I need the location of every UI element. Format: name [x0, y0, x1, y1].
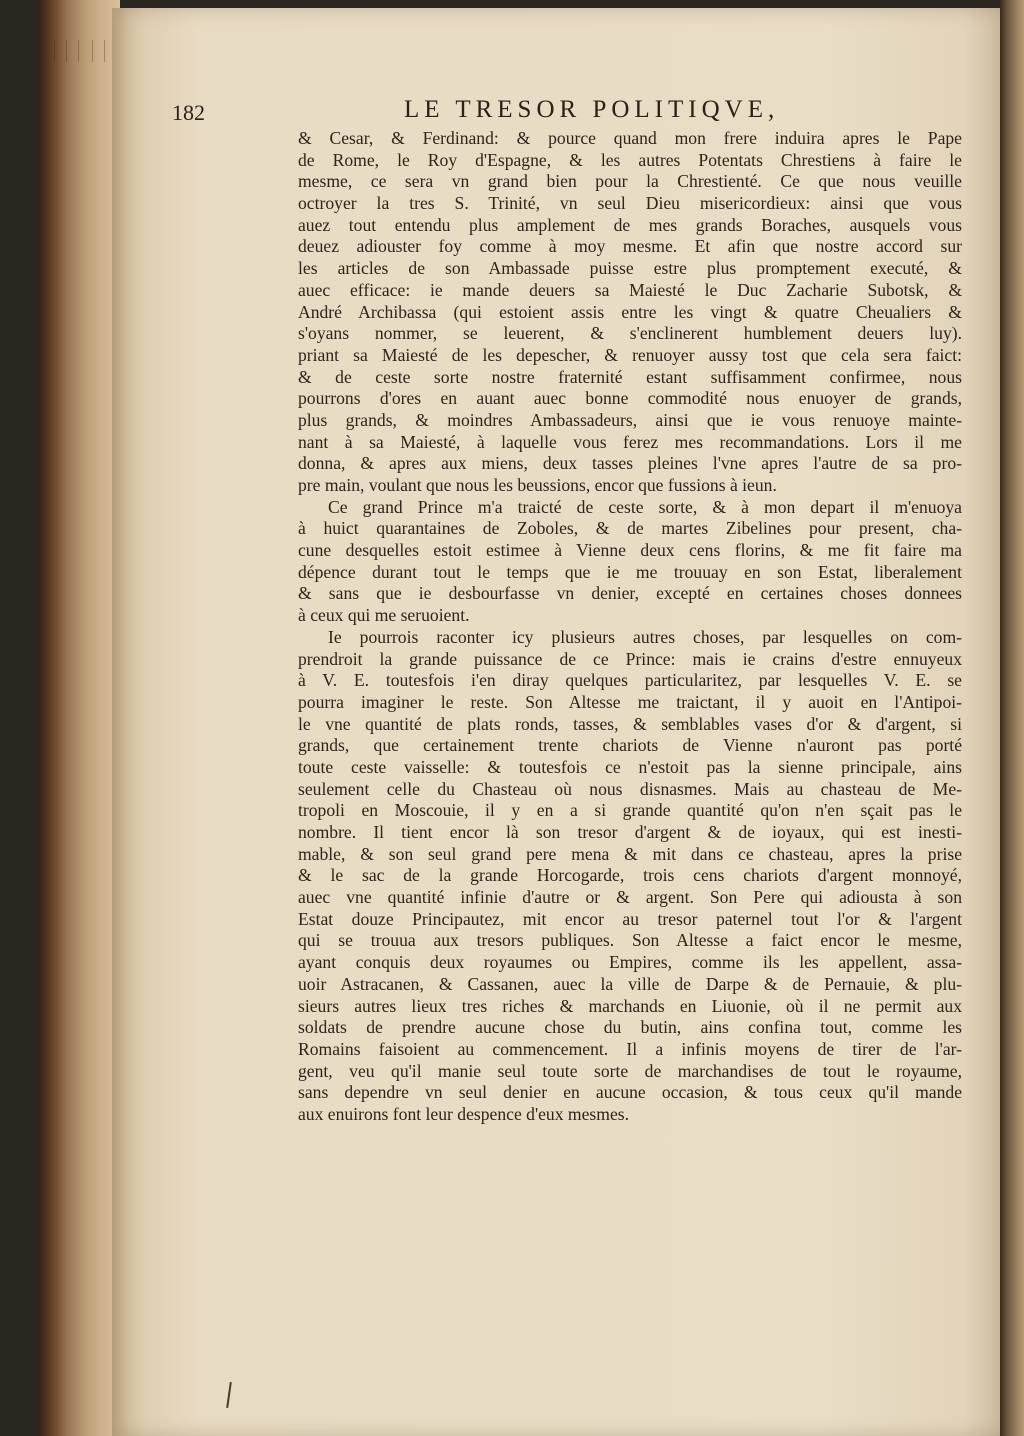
text-line: sans dependre vn seul denier en aucune occasion, & tous ceux qu'il mande: [298, 1082, 962, 1103]
page-header: [172, 96, 872, 132]
text-line: plus grands, & moindres Ambassadeurs, ainsi que ie vous renuoye mainte-: [298, 409, 962, 430]
text-line: Romains faisoient au commencement. Il a infinis moyens de tirer de l'ar-: [298, 1038, 962, 1059]
text-line: à V. E. toutesfois i'en diray quelques particularitez, par lesquelles V. E. se: [298, 670, 962, 691]
text-line: grands, que certainement trente chariots de Vienne n'auront pas porté: [298, 735, 962, 756]
text-line: auec vne quantité infinie d'autre or & argent. Son Pere qui adiousta à son: [298, 887, 962, 908]
text-line: s'oyans nommer, se leuerent, & s'enclinerent humblement deuers luy).: [298, 323, 962, 344]
text-line: & sans que ie desbourfasse vn denier, excepté en certaines choses donnees: [298, 583, 962, 604]
text-line: octroyer la tres S. Trinité, vn seul Dieu misericordieux: ainsi que vous: [298, 193, 962, 214]
text-line: cune desquelles estoit estimee à Vienne deux cens florins, & me fit faire ma: [298, 540, 962, 561]
text-line: de Rome, le Roy d'Espagne, & les autres Potentats Chrestiens à faire le: [298, 149, 962, 170]
text-line: nant à sa Maiesté, à laquelle vous ferez mes recommandations. Lors il me: [298, 431, 962, 452]
text-line: uoir Astracanen, & Cassanen, auec la ville de Darpe & de Pernauie, & plu-: [298, 973, 962, 994]
text-line: André Archibassa (qui estoient assis entre les vingt & quatre Cheualiers &: [298, 301, 962, 322]
text-line: Estat douze Principautez, mit encor au tresor paternel tout l'or & l'argent: [298, 908, 962, 929]
text-line: nombre. Il tient encor là son tresor d'argent & de ioyaux, qui est inesti-: [298, 822, 962, 842]
text-line: aux enuirons font leur despence d'eux mesmes.: [298, 1103, 629, 1124]
adjacent-page-edge: [1000, 0, 1024, 1436]
text-line: auec efficace: ie mande deuers sa Maiesté le Duc Zacharie Subotsk, &: [298, 279, 962, 300]
text-line: seulement celle du Chasteau où nous disnasmes. Mais au chasteau de Me-: [298, 778, 962, 799]
text-line: les articles de son Ambassade puisse estre plus promptement executé, &: [298, 258, 962, 279]
text-line: prendroit la grande puissance de ce Prince: mais ie crains d'estre ennuyeux: [298, 648, 962, 669]
text-line: priant sa Maiesté de les depescher, & renuoyer aussy tost que cela sera faict:: [298, 344, 962, 365]
text-line: auez tout entendu plus amplement de mes grands Boraches, ausquels vous: [298, 214, 962, 235]
text-line: gent, veu qu'il manie seul toute sorte de marchandises de tout le royaume,: [298, 1060, 962, 1081]
text-line: pourrons d'ores en auant auec bonne commodité nous enuoyer de grands,: [298, 388, 962, 409]
text-line: & le sac de la grande Horcogarde, trois cens chariots d'argent monnoyé,: [298, 865, 962, 886]
text-line: dépence durant tout le temps que ie me trouuay en son Estat, liberalement: [298, 561, 962, 582]
text-line: qui se trouua aux tresors publiques. Son Altesse a faict encor le mesme,: [298, 930, 962, 951]
text-line: ayant conquis deux royaumes ou Empires, comme ils les appellent, assa-: [298, 952, 962, 973]
running-title: LE TRESOR POLITIQVE,: [404, 96, 780, 123]
text-line: mable, & son seul grand pere mena & mit dans ce chasteau, apres la prise: [298, 843, 962, 864]
page-number: 182: [172, 100, 205, 125]
text-line: à huict quarantaines de Zoboles, & de martes Zibelines pour present, cha-: [298, 518, 962, 539]
text-line: le vne quantité de plats ronds, tasses, & semblables vases d'or & d'argent, si: [298, 713, 962, 734]
text-line: à ceux qui me seruoient.: [298, 605, 470, 626]
text-line: pre main, voulant que nous les beussions, encor que fussions à ieun.: [298, 475, 777, 495]
text-line: toute ceste vaisselle: & toutesfois ce n'estoit pas la sienne principale, ains: [298, 756, 962, 777]
text-line: tropoli en Moscouie, il y en a si grande quantité qu'on n'en sçait pas le: [298, 800, 962, 821]
body-text: [298, 128, 962, 1126]
text-line: & de ceste sorte nostre fraternité estant suffisamment confirmee, nous: [298, 366, 962, 387]
text-line: deuez adiouster foy comme à moy mesme. Et afin que nostre accord sur: [298, 236, 962, 257]
text-line: & Cesar, & Ferdinand: & pource quand mon frere induira apres le Pape: [298, 128, 962, 148]
text-line: donna, & apres aux miens, deux tasses pleines l'vne apres l'autre de sa pro-: [298, 453, 962, 474]
text-line: pourra imaginer le reste. Son Altesse me traictant, il y auoit en l'Antipoi-: [298, 691, 962, 712]
text-line: soldats de prendre aucune chose du butin, ains confina tout, comme les: [298, 1017, 962, 1038]
text-line: Ce grand Prince m'a traicté de ceste sorte, & à mon depart il m'enuoya: [328, 496, 962, 517]
text-line: mesme, ce sera vn grand bien pour la Chrestienté. Ce que nous veuille: [298, 171, 962, 192]
text-line: Ie pourrois raconter icy plusieurs autres choses, par lesquelles on com-: [328, 626, 962, 647]
text-line: sieurs autres lieux tres riches & marchands en Liuonie, où il ne permit aux: [298, 995, 962, 1016]
book-fore-edge: [40, 0, 120, 1436]
